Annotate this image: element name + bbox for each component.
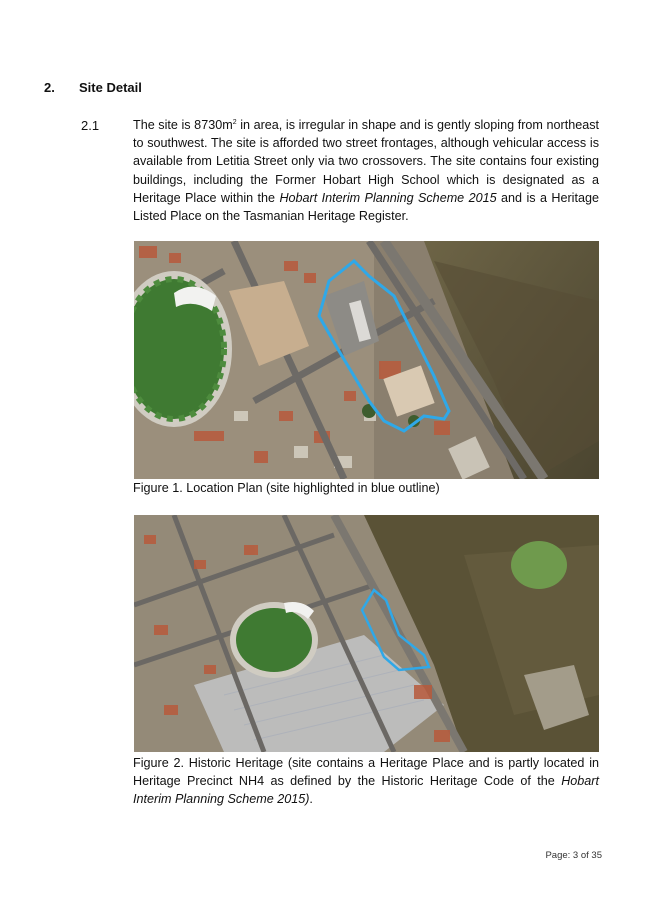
page-number: Page: 3 of 35 [545, 850, 602, 861]
figure2-caption [133, 754, 599, 808]
area-superscript: 2 [232, 118, 237, 126]
paragraph-text: and is a Heritage Listed Place on the Tasmanian Heritage Register. [133, 190, 599, 224]
caption-end: . [309, 792, 313, 806]
scheme-name: Hobart Interim Planning Scheme 2015 [279, 190, 497, 205]
location-plan-image [134, 241, 599, 479]
paragraph-body [133, 116, 599, 225]
paragraph-text: in area, is irregular in shape and is gently sloping from northeast to southwest. The site is afforded two street frontages, although vehicular access is available from Letitia Street only via two crossovers. The site contains four existing buildings, including the Former Hobart High School which is designated as a Heritage Place within the [133, 118, 599, 205]
historic-heritage-image [134, 515, 599, 752]
section-heading [44, 80, 142, 95]
caption-scheme-name: Hobart Interim Planning Scheme 2015) [133, 774, 599, 806]
paragraph-number: 2.1 [81, 118, 100, 133]
section-number: 2. [44, 80, 55, 95]
paragraph-text: The site is 8730m [133, 118, 233, 132]
figure1-caption: Figure 1. Location Plan (site highlighted in blue outline) [133, 481, 440, 495]
caption-text: Figure 2. Historic Heritage (site contains a Heritage Place and is partly located in Heritage Precinct NH4 as defined by the Historic Heritage Code of the [133, 756, 599, 788]
section-title: Site Detail [79, 80, 142, 95]
